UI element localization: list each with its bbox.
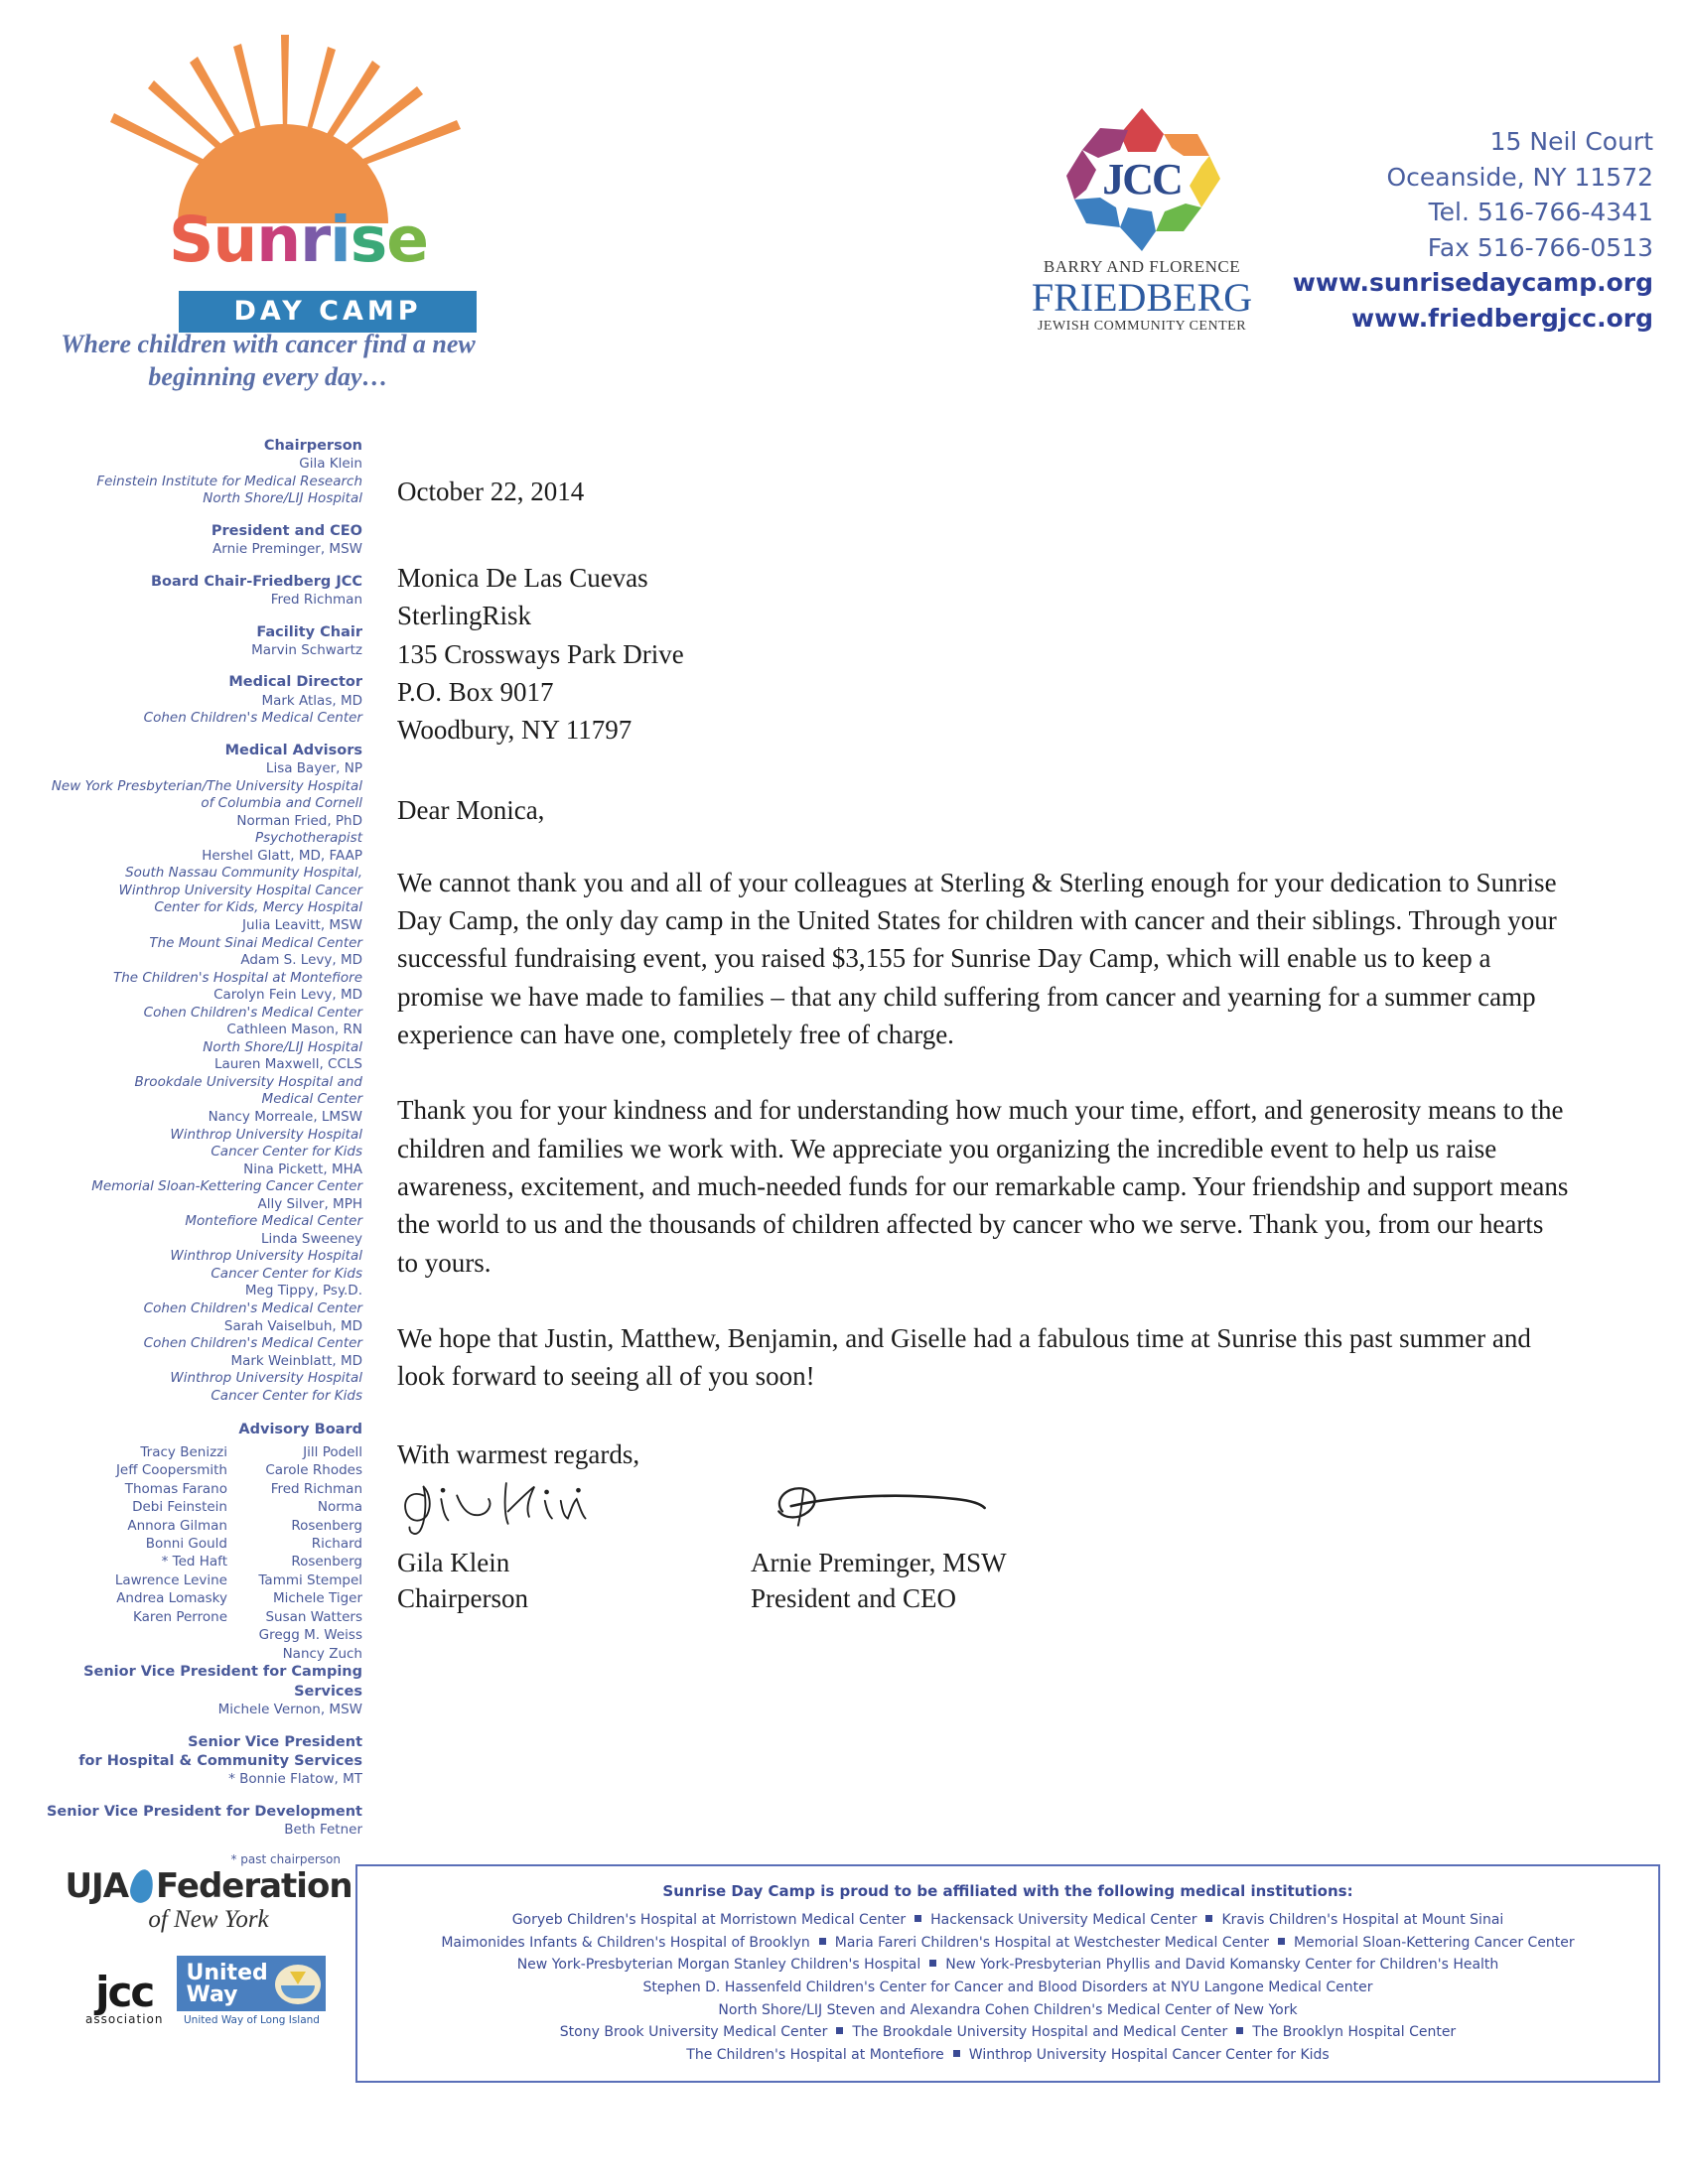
advisory-board-column-right (245, 1443, 362, 1664)
sidebar-person-name: Carolyn Fein Levy, MD (213, 987, 362, 1004)
affiliation-institution: Stony Brook University Medical Center (559, 2024, 828, 2041)
wordmark-letter-6: e (386, 204, 429, 276)
bullet-separator-icon (1205, 1915, 1212, 1922)
contact-telephone: Tel. 516-766-4341 (1428, 198, 1653, 226)
sidebar-person-name: Lauren Maxwell, CCLS (213, 1056, 362, 1073)
tagline: Where children with cancer find a new beginning every day… (61, 330, 476, 392)
letter-paragraph-1: We cannot thank you and all of your colleagues at Sterling & Sterling enough for your dedication to Sunrise Day Camp, the only day camp in the United States for children with cancer and their siblings. Through your successful fundraising event, you raised $3,155 for Sunrise Day Camp, which will enable us to keep a promise we have made to families – that any child suffering from cancer and yearning for a summer camp experience can have one, completely free of charge. (397, 867, 1557, 1049)
officer-heading-0: Senior Vice President for Camping Services (83, 1664, 362, 1700)
sun-rays-icon (74, 25, 492, 223)
affiliation-institution: Stephen D. Hassenfeld Children's Center for Cancer and Blood Disorders at NYU Langone Medical Center (642, 1979, 1373, 1996)
advisory-board-member: Susan Watters (265, 1608, 362, 1625)
jcc-association-logo (85, 1968, 164, 2026)
advisory-board-member: Annora Gilman (127, 1517, 227, 1534)
contact-website-sunrise[interactable]: www.sunrisedaycamp.org (1292, 268, 1653, 297)
sidebar-person-affiliation: Center for Kids, Mercy Hospital (154, 899, 362, 916)
gila-klein-signature-icon (397, 1476, 617, 1538)
affiliation-line (367, 2044, 1648, 2067)
officer-heading-2: Senior Vice President for Development (46, 1803, 362, 1820)
recipient-line: Woodbury, NY 11797 (397, 715, 633, 746)
contact-address-line1: 15 Neil Court (1489, 127, 1653, 156)
affiliation-line (367, 1999, 1648, 2022)
letter-body (397, 477, 1569, 1635)
contact-fax: Fax 516-766-0513 (1427, 232, 1653, 262)
affiliation-institution: New York-Presbyterian Morgan Stanley Children's Hospital (516, 1957, 921, 1974)
advisory-board-member: Bonni Gould (145, 1536, 227, 1552)
affiliations-title: Sunrise Day Camp is proud to be affiliated with the following medical institutions: (662, 1882, 1353, 1900)
advisory-board-heading: Advisory Board (238, 1422, 362, 1438)
bullet-separator-icon (1278, 1938, 1285, 1945)
signatory-title-2: President and CEO (751, 1582, 956, 1613)
sidebar-person-name: Lisa Bayer, NP (265, 760, 362, 777)
sidebar-person-name: Linda Sweeney (260, 1230, 362, 1247)
salutation: Dear Monica, (397, 794, 545, 825)
federation-text: Federation (156, 1866, 352, 1906)
letter-paragraph-3: We hope that Justin, Matthew, Benjamin, and Giselle had a fabulous time at Sunrise this past summer and look forward to seeing all of you soon! (397, 1322, 1531, 1392)
united-way-wordmark (186, 1963, 267, 2006)
signature-block (397, 1476, 1569, 1635)
jcc-association-wordmark: jcc (95, 1968, 154, 2017)
affiliation-institution: The Brookdale University Hospital and Medical Center (852, 2024, 1228, 2041)
officer-name: Michele Vernon, MSW (217, 1701, 362, 1717)
affiliation-institution: North Shore/LIJ Steven and Alexandra Cohen Children's Medical Center of New York (718, 2001, 1298, 2018)
letter-paragraph-2: Thank you for your kindness and for understanding how much your time, effort, and generosity means to the children and families we work with. We appreciate you organizing the incredible event to help us raise awareness, excitement, and much-needed funds for our remarkable camp. Your friendship and support means the world to us and the thousands of children affected by cancer who we serve. Thank you, from our hearts to yours. (397, 1095, 1569, 1278)
partner-logos (60, 1866, 357, 2026)
sidebar-person-affiliation: Cohen Children's Medical Center (143, 1335, 362, 1352)
wordmark-letter-2: n (256, 204, 301, 276)
sidebar-heading-4: Medical Director (228, 674, 362, 691)
sidebar-person-name: Nina Pickett, MHA (243, 1160, 362, 1177)
sidebar-person-name: Arnie Preminger, MSW (212, 541, 362, 558)
wordmark-letter-1: u (212, 204, 257, 276)
sidebar-heading-5: Medical Advisors (224, 742, 362, 758)
bullet-separator-icon (914, 1915, 921, 1922)
sidebar-person-affiliation: Winthrop University Hospital (170, 1248, 362, 1265)
uja-text: UJA (65, 1866, 129, 1906)
sidebar-person-name: Fred Richman (270, 592, 362, 609)
sidebar-heading-0: Chairperson (263, 438, 362, 454)
friedberg-name (1028, 257, 1256, 335)
advisory-board-member: Carole Rhodes (265, 1462, 362, 1479)
affiliation-institution: The Children's Hospital at Montefiore (686, 2047, 944, 2064)
signatory-title-1: Chairperson (397, 1582, 528, 1613)
affiliation-institution: Memorial Sloan-Kettering Cancer Center (1293, 1934, 1575, 1951)
sidebar-person-affiliation: Cohen Children's Medical Center (143, 1004, 362, 1021)
sidebar-person-affiliation: Memorial Sloan-Kettering Cancer Center (91, 1178, 362, 1195)
signatory-president (751, 1476, 1015, 1616)
officer-heading-1: Senior Vice President for Hospital & Community Services (78, 1733, 362, 1769)
wordmark-letter-0: S (169, 204, 213, 276)
sidebar-person-name: Nancy Morreale, LMSW (208, 1109, 362, 1125)
sidebar-person-affiliation: The Mount Sinai Medical Center (149, 934, 362, 951)
bullet-separator-icon (1236, 2027, 1243, 2034)
sidebar-person-affiliation: New York Presbyterian/The University Hospital (51, 777, 362, 794)
advisory-board-member: Michele Tiger (272, 1590, 362, 1607)
united-text: United (186, 1961, 268, 1985)
bullet-separator-icon (929, 1960, 936, 1967)
affiliation-line (367, 1909, 1648, 1932)
letter-date: October 22, 2014 (397, 477, 585, 506)
affiliation-institution: Kravis Children's Hospital at Mount Sinai (1221, 1912, 1504, 1928)
sidebar-person-name: Mark Atlas, MD (261, 692, 362, 709)
bullet-separator-icon (836, 2027, 843, 2034)
advisory-board-member: Jill Podell (303, 1443, 362, 1460)
affiliation-institution: The Brooklyn Hospital Center (1252, 2024, 1457, 2041)
sidebar-person-affiliation: Feinstein Institute for Medical Research (96, 473, 362, 489)
advisory-board-member: Thomas Farano (124, 1480, 227, 1497)
advisory-board-member: Debi Feinstein (132, 1499, 227, 1516)
wordmark-letter-5: s (350, 204, 387, 276)
advisory-board-member: Andrea Lomasky (116, 1590, 227, 1607)
affiliation-institution: Maimonides Infants & Children's Hospital of Brooklyn (441, 1934, 810, 1951)
sunrise-wordmark (169, 204, 429, 276)
sidebar-person-name: Marvin Schwartz (251, 641, 362, 658)
sidebar-person-name: Ally Silver, MPH (257, 1195, 362, 1212)
recipient-line: Monica De Las Cuevas (397, 563, 648, 593)
recipient-line: 135 Crossways Park Drive (397, 638, 684, 669)
sidebar-person-affiliation: Cancer Center for Kids (211, 1387, 362, 1404)
sidebar-person-affiliation: Winthrop University Hospital Cancer (118, 882, 362, 898)
friedberg-name-big: FRIEDBERG (1031, 275, 1253, 320)
affiliation-line (367, 2021, 1648, 2044)
wordmark-letter-3: r (300, 204, 331, 276)
signatory-chairperson (397, 1476, 617, 1616)
sidebar-person-affiliation: Medical Center (261, 1091, 362, 1108)
sidebar-person-affiliation: Cancer Center for Kids (211, 1144, 362, 1160)
jcc-association-subtitle: association (85, 2012, 164, 2026)
bullet-separator-icon (953, 2050, 960, 2057)
day-camp-banner (179, 291, 477, 333)
closing-phrase: With warmest regards, (397, 1438, 640, 1469)
sidebar-person-affiliation: North Shore/LIJ Hospital (203, 490, 362, 507)
advisory-board-column-left (78, 1443, 227, 1664)
letterhead (0, 0, 1688, 427)
friedberg-name-tiny: JEWISH COMMUNITY CENTER (1037, 319, 1247, 334)
sidebar-person-name: Gila Klein (299, 456, 362, 473)
affiliation-line (367, 1954, 1648, 1977)
advisory-board-member: Gregg M. Weiss (258, 1627, 362, 1644)
sidebar-person-name: Norman Fried, PhD (236, 812, 362, 829)
bullet-separator-icon (819, 1938, 826, 1945)
sidebar-person-affiliation: Cancer Center for Kids (211, 1265, 362, 1282)
sidebar-person-affiliation: Psychotherapist (254, 830, 362, 847)
advisory-board-member: Nancy Zuch (282, 1645, 362, 1662)
sidebar-person-affiliation: Montefiore Medical Center (185, 1213, 362, 1230)
affiliation-line (367, 1977, 1648, 1999)
affiliations-footer (355, 1864, 1660, 2083)
sidebar-person-name: Julia Leavitt, MSW (242, 916, 362, 933)
sidebar-person-affiliation: The Children's Hospital at Montefiore (112, 969, 362, 986)
sidebar-person-name: Sarah Vaiselbuh, MD (223, 1317, 362, 1334)
advisory-board-member: Lawrence Levine (114, 1571, 227, 1588)
sidebar-person-affiliation: Winthrop University Hospital (170, 1370, 362, 1387)
day-camp-label: DAY CAMP (233, 296, 422, 327)
sidebar-person-name: Meg Tippy, Psy.D. (244, 1283, 362, 1299)
flame-icon (128, 1867, 157, 1905)
affiliation-institution: Winthrop University Hospital Cancer Center for Kids (968, 2047, 1330, 2064)
sidebar-heading-2: Board Chair-Friedberg JCC (150, 573, 362, 590)
uja-subtitle: of New York (148, 1906, 269, 1933)
sidebar-heading-3: Facility Chair (256, 623, 362, 640)
advisory-board-member: Fred Richman (270, 1480, 362, 1497)
letter-paragraphs (397, 864, 1569, 1396)
contact-address-line2: Oceanside, NY 11572 (1386, 162, 1653, 192)
wordmark-letter-4: i (330, 204, 351, 276)
advisory-board-member: Tammi Stempel (258, 1571, 362, 1588)
senior-officers-section (45, 1663, 362, 1839)
recipient-line: SterlingRisk (397, 601, 532, 631)
sidebar-person-name: Hershel Glatt, MD, FAAP (202, 847, 362, 864)
jcc-star-icon (1060, 104, 1224, 253)
officer-name: Beth Fetner (284, 1821, 362, 1838)
advisory-board-member: Jeff Coopersmith (115, 1462, 227, 1479)
sidebar-person-affiliation: Brookdale University Hospital and (134, 1073, 362, 1090)
united-way-caption: United Way of Long Island (183, 2014, 320, 2026)
way-text: Way (186, 1982, 238, 2007)
advisory-board-member: * Ted Haft (161, 1554, 227, 1570)
affiliation-institution: New York-Presbyterian Phyllis and David Komansky Center for Children's Health (945, 1957, 1499, 1974)
recipient-line: P.O. Box 9017 (397, 676, 554, 707)
leadership-sidebar (45, 437, 362, 1866)
jcc-mark-label: JCC (1102, 154, 1182, 204)
sidebar-person-name: Adam S. Levy, MD (240, 952, 362, 969)
sidebar-person-affiliation: Winthrop University Hospital (170, 1126, 362, 1143)
sidebar-person-affiliation: Cohen Children's Medical Center (143, 1300, 362, 1317)
advisory-board-member: Karen Perrone (133, 1608, 227, 1625)
contact-website-friedberg[interactable]: www.friedbergjcc.org (1351, 303, 1653, 333)
signatory-name-1: Gila Klein (397, 1547, 510, 1577)
sidebar-person-affiliation: South Nassau Community Hospital, (125, 865, 362, 882)
friedberg-name-small: BARRY AND FLORENCE (1043, 257, 1241, 276)
uja-wordmark (60, 1866, 357, 1906)
sidebar-heading-1: President and CEO (211, 522, 362, 539)
affiliation-line (367, 1932, 1648, 1955)
contact-info (1256, 124, 1653, 336)
sunrise-day-camp-logo (74, 25, 492, 327)
advisory-board-member: Norma Rosenberg (291, 1499, 362, 1534)
sidebar-person-name: Mark Weinblatt, MD (230, 1352, 362, 1369)
uja-federation-logo (60, 1866, 357, 1934)
arnie-preminger-signature-icon (751, 1476, 1015, 1538)
advisory-board-section (45, 1421, 362, 1663)
officer-name: * Bonnie Flatow, MT (228, 1771, 362, 1788)
sidebar-person-affiliation: Cohen Children's Medical Center (143, 710, 362, 727)
recipient-address (397, 559, 1569, 750)
friedberg-jcc-logo (1028, 104, 1256, 335)
sidebar-person-affiliation: of Columbia and Cornell (201, 795, 362, 812)
advisory-board-member: Richard Rosenberg (291, 1536, 362, 1570)
affiliation-institution: Goryeb Children's Hospital at Morristown Medical Center (511, 1912, 907, 1928)
sidebar-person-affiliation: North Shore/LIJ Hospital (203, 1038, 362, 1055)
united-way-hand-icon (275, 1965, 321, 2004)
advisory-board-member: Tracy Benizzi (140, 1443, 227, 1460)
affiliation-institution: Maria Fareri Children's Hospital at Westchester Medical Center (834, 1934, 1269, 1951)
sidebar-footnote: * past chairperson (230, 1852, 341, 1867)
signatory-name-2: Arnie Preminger, MSW (751, 1547, 1007, 1577)
united-way-logo (177, 1956, 326, 2026)
affiliation-institution: Hackensack University Medical Center (930, 1912, 1197, 1928)
sidebar-person-name: Cathleen Mason, RN (226, 1022, 362, 1038)
